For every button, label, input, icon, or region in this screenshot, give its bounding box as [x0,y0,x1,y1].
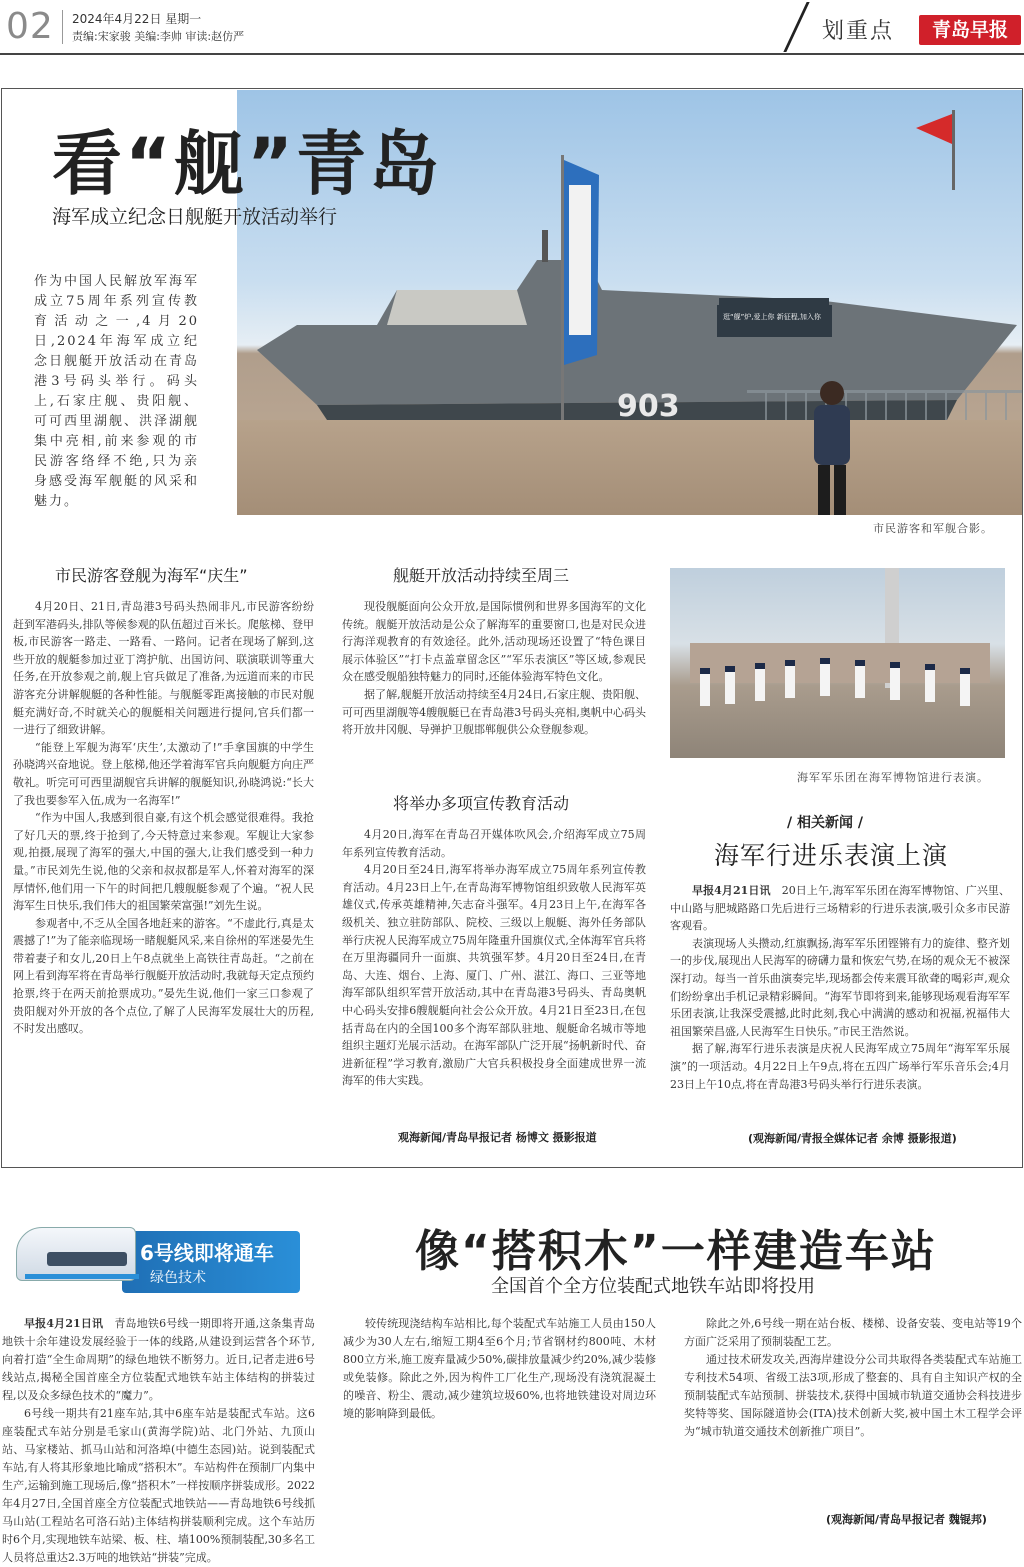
masthead-divider [62,10,63,44]
train-illustration [16,1227,136,1281]
section-title-open-days: 舰艇开放活动持续至周三 [393,566,570,585]
band-member [785,660,795,698]
paragraph: “能登上军舰为海军‘庆生’,太激动了!”手拿国旗的中学生孙晓鸿兴奋地说。登上舷梯,他还学着海军官兵向舰艇方向庄严敬礼。听完可可西里湖舰官兵讲解的舰艇知识,孙晓鸿说:“长大了我也要参军入伍,成为一名海军!” [13,740,314,807]
red-flag [912,110,962,190]
paragraph: 据了解,海军行进乐表演是庆祝人民海军成立75周年“海军军乐展演”的一项活动。4月22日上午9点,将在五四广场举行军乐音乐会;4月23日上午10点,将在青岛港3号码头举行行进乐表演。 [670,1042,1010,1091]
paragraph-text: 20日上午,海军军乐团在海军博物馆、广兴里、中山路与肥城路路口先后进行三场精彩的行进乐表演,吸引众多市民游客观看。 [670,884,1011,933]
paragraph: 参观者中,不乏从全国各地赶来的游客。“不虚此行,真是太震撼了!”为了能亲临现场一睹舰艇风采,来自徐州的军迷晏先生带着妻子和女儿,20日上午8点就坐上高铁往青岛赶。“之前在网上看到海军将在青岛举行舰艇开放活动时,我就每天定点预约抢票,终于在两天前抢票成功。”晏先生说,他们一家三口参观了贵阳舰对外开放的各个点位,了解了人民海军发展壮大的历程,不时发出感叹。 [13,916,314,1036]
paragraph [670,882,1010,935]
article-column-2a [342,598,646,739]
navy-banner-flag [557,155,607,425]
paragraph: 4月20日,海军在青岛召开媒体吹风会,介绍海军成立75周年系列宣传教育活动。 [342,828,646,859]
paragraph: 4月20日、21日,青岛港3号码头热闹非凡,市民游客纷纷赶到军港码头,排队等候参观的队伍超过百米长。爬舷梯、登甲板,市民游客一路走、一路看、一路问。记者在现场了解到,这些开放的舰艇参加过亚丁湾护航、出国访问、联演联训等重大任务,在开放参观之前,舰上官兵做足了准备,为远道而来的市民游客充分讲解舰艇的各种性能。与舰艇零距离接触的市民对舰艇充满好奇,不时就关心的舰艇相关问题进行提问,官兵们都一一进行了细致讲解。 [13,600,314,737]
bottom-subheadline: 全国首个全方位装配式地铁车站即将投用 [491,1276,815,1297]
visitor-figure [792,375,872,515]
related-news-body [670,882,1010,1093]
bottom-column-2 [343,1315,656,1423]
masthead-rule [0,53,1024,55]
section-title-campaign: 将举办多项宣传教育活动 [393,794,570,813]
paragraph: “作为中国人,我感到很自豪,有这个机会感觉很难得。我抢了好几天的票,终于抢到了,今天特意过来参观。军舰让大家参观,拍摄,展现了海军的强大,中国的强大,让我们感受到一种力量。”市民刘先生说,他的父亲和叔叔都是军人,怀着对海军的深厚情怀,他们用一下午的时间把几艘舰艇参观了个遍。“祝人民海军生日快乐,我们伟大的祖国繁荣富强!”刘先生说。 [13,811,314,913]
train-stripe [25,1274,139,1279]
band-member [725,666,735,704]
masthead [0,0,1024,56]
dateline: 早报4月21日讯 [24,1317,104,1330]
issue-date: 2024年4月22日 星期一 [72,12,202,26]
photo-caption: 市民游客和军舰合影。 [873,522,993,535]
bottom-column-3 [684,1315,1022,1441]
welcome-sign [719,298,829,332]
band-member [960,668,970,706]
band-member [820,658,830,696]
sculpture-wall [690,643,990,683]
section-title-visitors: 市民游客登舰为海军“庆生” [55,566,248,585]
paragraph: 据了解,舰艇开放活动持续至4月24日,石家庄舰、贵阳舰、可可西里湖舰等4艘舰艇已在青岛港3号码头亮相,奥帆中心码头将开放井冈舰、导弹护卫舰邯郸舰供公众登舰参观。 [342,687,646,737]
train-window [47,1252,127,1266]
article-column-2b [342,826,646,1090]
dock-ground [237,420,1022,515]
paragraph: 6号线一期共有21座车站,其中6座车站是装配式车站。这6座装配式车站分别是毛家山(黄海学院)站、北门外站、九顶山站、马家楼站、抓马山站和河洛埠(中德生态园)站。说到装配式车站,有人将其形象地比喻成“搭积木”。车站构件在预制厂内集中生产,运输到施工现场后,像“搭积木”一样按顺序拼装成形。2022年4月27日,全国首座全方位装配式地铁站——青岛地铁6号线抓马山站(工程站名可洛石站)主体结构拼装顺利完成。这个车站历时6个月,实现地铁车站梁、板、柱、墙100%预制装配,30多名工人员将总重达2.3万吨的地铁站“拼装”完成。 [2,1407,315,1564]
bottom-headline: 像“搭积木”一样建造车站 [415,1226,937,1277]
paragraph-text: 青岛地铁6号线一期即将开通,这条集青岛地铁十余年建设发展经验于一体的线路,从建设到运营各个环节,向着打造“全生命周期”的绿色地铁不断努力。近日,记者走进6号线站点,揭秘全国首座全方位装配式地铁车站主体结构的拼装过程,以及众多绿色技术的“魔力”。 [2,1317,316,1402]
bottom-column-1 [2,1315,315,1567]
headline: 看“舰”青岛 [52,123,443,205]
related-news-title: 海军行进乐表演上演 [714,841,949,870]
banner-tag: 绿色技术 [150,1270,206,1286]
paragraph: 通过技术研发攻关,西海岸建设分公司共取得各类装配式车站施工专利技术54项、省级工法3项,形成了整套的、具有自主知识产权的全预制装配式车站预制、拼装技术,获得中国城市轨道交通协会科技进步奖特等奖、国际隧道协会(ITA)技术创新大奖,被中国土木工程学会评为“城市轨道交通技术创新推广项目”。 [684,1353,1022,1438]
subheadline: 海军成立纪念日舰艇开放活动举行 [52,206,338,228]
page-number: 02 [6,6,54,47]
lead-paragraph: 作为中国人民解放军海军成立75周年系列宣传教育活动之一,4月20日,2024年海军成立纪念日舰艇开放活动在青岛港3号码头举行。码头上,石家庄舰、贵阳舰、可可西里湖舰、洪泽湖舰集中亮相,前来参观的市民游客络绎不绝,只为亲身感受海军舰艇的风采和魅力。 [34,274,200,509]
navy-band-photo [670,568,1005,758]
paragraph: 4月20日至24日,海军将举办海军成立75周年系列宣传教育活动。4月23日上午,在青岛海军博物馆组织致敬人民海军英雄仪式,传承英雄精神,矢志奋斗强军。4月23日上午,在海军各级机关、独立驻防部队、院校、三级以上舰艇、海外任务部队举行庆祝人民海军成立75周年隆重升国旗仪式,全体海军官兵将在万里海疆同升一面旗、共筑强军梦。4月20日至24日,在青岛、大连、烟台、上海、厦门、广州、湛江、海口、三亚等地海军部队组织军营开放活动,其中在青岛港3号码头、青岛奥帆中心码头安排6艘舰艇向社会公众开放。4月21日至23日,在包括青岛在内的全国100多个海军部队驻地、舰艇命名城市等地组织主题灯光展示活动。在海军部队广泛开展“扬帆新时代、奋进新征程”学习教育,激励广大官兵积极投身全面建成世界一流海军的伟大实践。 [342,863,646,1088]
banner-title: 6号线即将通车 [140,1241,274,1265]
band-member [700,668,710,706]
section-name: 划重点 [822,19,895,44]
metro-banner [12,1213,302,1295]
hull-number [617,389,727,424]
band-photo-caption: 海军军乐团在海军博物馆进行表演。 [797,771,989,784]
related-news-label: / 相关新闻 / [787,815,863,831]
hull-number-text: 903 [617,389,680,424]
band-member [925,664,935,702]
band-member [890,662,900,700]
dateline: 早报4月21日讯 [692,884,771,897]
newspaper-logo: 青岛早报 [919,15,1021,45]
band-member [855,660,865,698]
bottom-story-byline: (观海新闻/青岛早报记者 魏锟邦) [826,1513,987,1526]
top-story-byline: 观海新闻/青岛早报记者 杨博文 摄影报道 [398,1131,597,1144]
related-news-byline: (观海新闻/青报全媒体记者 余博 摄影报道) [748,1132,957,1145]
band-member [755,663,765,701]
welcome-sign-text: 逛“舰”炉,爱上你 新征程,加入你 [723,313,821,321]
paragraph: 表演现场人头攒动,红旗飘扬,海军军乐团铿锵有力的旋律、整齐划一的步伐,展现出人民海军的磅礴力量和恢宏气势,在场的观众无不被深深打动。每当一首乐曲演奏完毕,现场都会传来震耳欲聋的喝彩声,观众们纷纷拿出手机记录精彩瞬间。“海军节即将到来,能够现场观看海军军乐团表演,让我深受震撼,此时此刻,我心中满满的感动和祝福,祝福伟大祖国繁荣昌盛,人民海军生日快乐。”市民王浩然说。 [670,936,1010,1038]
editor-credits: 责编:宋家骏 美编:李帅 审读:赵仿严 [72,30,245,43]
paragraph: 除此之外,6号线一期在站台板、楼梯、设备安装、变电站等19个方面广泛采用了预制装配工艺。 [684,1317,1022,1348]
article-column-1 [13,598,314,1038]
paragraph [2,1315,315,1405]
paragraph: 较传统现浇结构车站相比,每个装配式车站施工人员由150人减少为30人左右,缩短工期4至6个月;节省钢材约800吨、木材800立方米,施工废弃量减少50%,碳排放量减少约20%,减少装修或免装修。除此之外,因为构件工厂化生产,现场没有浇筑混凝土的噪音、粉尘、震动,减少建筑垃圾60%,也将地铁建设对周边环境的影响降到最低。 [343,1317,656,1420]
paragraph: 现役舰艇面向公众开放,是国际惯例和世界多国海军的文化传统。舰艇开放活动是公众了解海军的重要窗口,也是对民众进行海洋观教育的有效途径。此外,活动现场还设置了“特色课目展示体验区”“打卡点盖章留念区”“军乐表演区”等区域,参观民众在感受舰船独特魅力的同时,还能体验海军特色文化。 [342,600,646,684]
